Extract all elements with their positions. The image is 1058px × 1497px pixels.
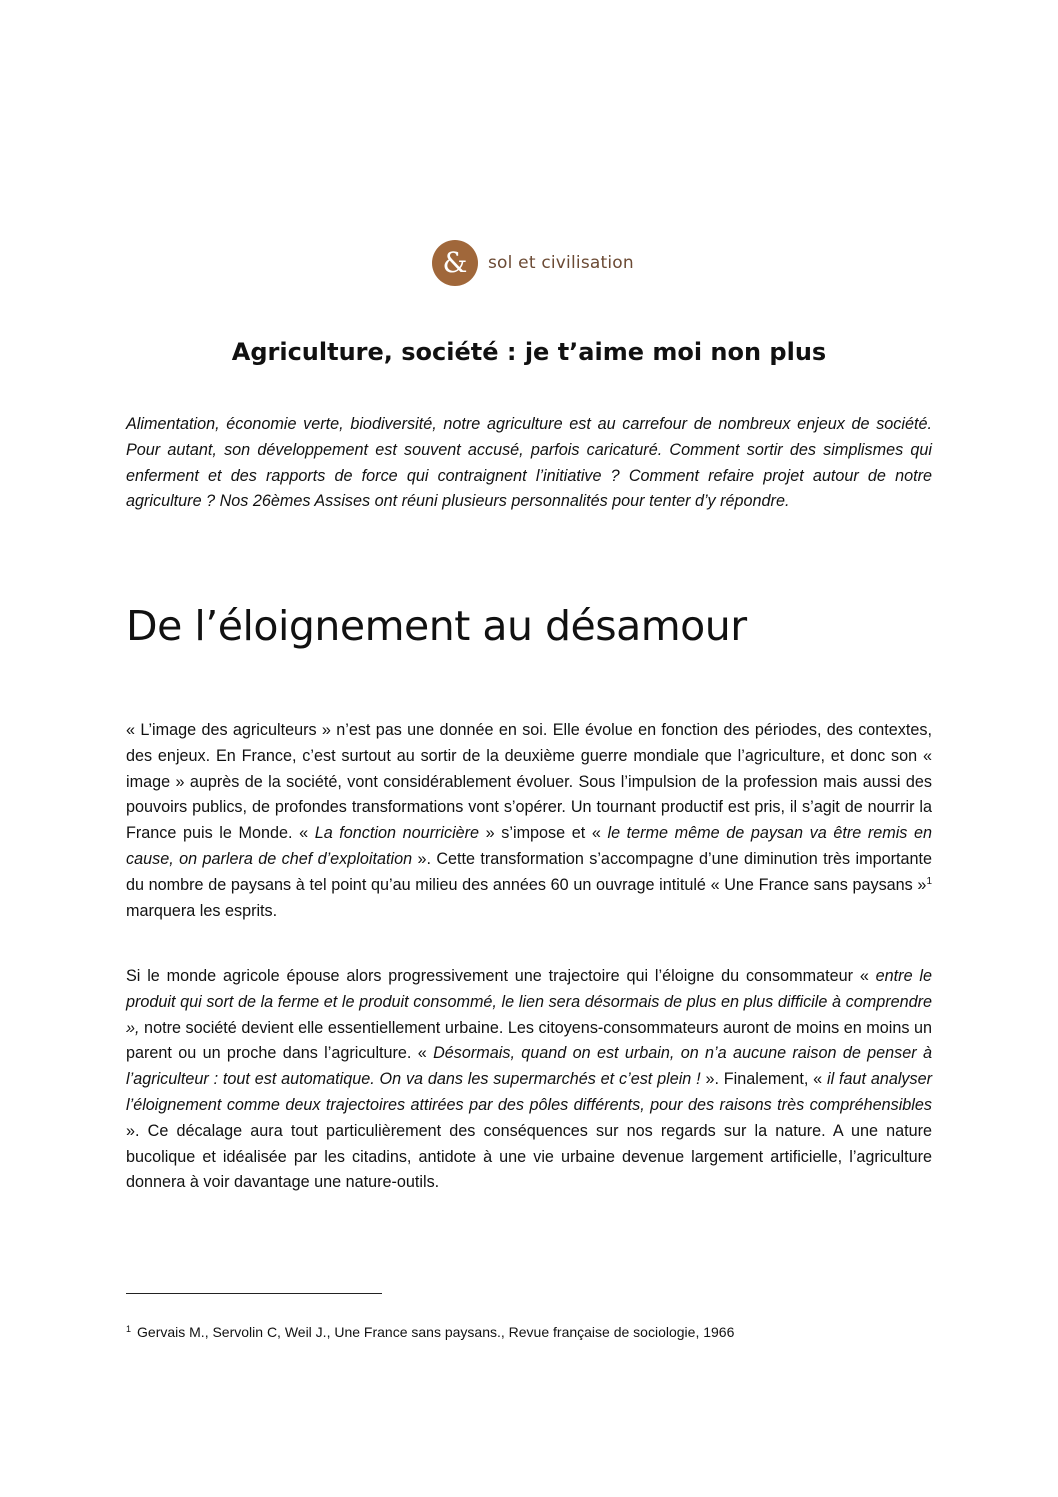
intro-paragraph: Alimentation, économie verte, biodiversité, notre agriculture est au carrefour de nombreux enjeux de société. Pour autant, son développement est souvent accusé, parfois caricaturé. Comment sortir des simplismes qui enferment et des rapports de force qui contraignent l’initiative ? Comment refaire projet autour de notre agriculture ? Nos 26èmes Assises ont réuni plusieurs personnalités pour tenter d’y répondre. [126,415,932,511]
footnote-divider [126,1293,382,1294]
text-run: ». Cette transformation s’accompagne d’une diminution très importante du nombre de paysans à tel point qu’au milieu des années 60 un ouvrage intitulé « Une France sans paysans » [126,849,932,894]
text-run: ». Finalement, « [700,1070,827,1089]
body-paragraph-2 [126,964,932,1196]
logo-mark-icon: & [432,240,478,286]
logo [432,238,634,288]
quote: le terme même de paysan va être remis en cause, on parlera de chef d’exploitation [126,824,932,868]
footnote-number: 1 [126,1324,132,1334]
footnote-text: Gervais M., Servolin C, Weil J., Une France sans paysans., Revue française de sociologie, 1966 [137,1324,735,1340]
text-run: marquera les esprits. [126,901,278,920]
text-run: notre société devient elle essentiellement urbaine. Les citoyens-consommateurs auront de moins en moins un parent ou un proche dans l’agriculture. « [126,1018,932,1063]
quote: Désormais, quand on est urbain, on n’a aucune raison de penser à l’agriculteur : tout est automatique. On va dans les supermarchés et c’est plein ! [126,1044,932,1089]
text-run: Si le monde agricole épouse alors progressivement une trajectoire qui l’éloigne du consommateur « [126,967,876,985]
section-heading: De l’éloignement au désamour [126,602,747,650]
footnote [126,1322,734,1342]
quote: La fonction nourricière [314,824,480,843]
footnote-reference[interactable]: 1 [926,875,932,887]
logo-text: sol et civilisation [488,253,634,273]
body-paragraph-1 [126,718,932,924]
text-run: « L’image des agriculteurs » n’est pas une donnée en soi. Elle évolue en fonction des périodes, des contextes, des enjeux. En France, c’est surtout au sortir de la deuxième guerre mondiale que l’agriculture, et donc son « image » auprès de la société, vont considérablement évoluer. Sous l’impulsion de la profession mais aussi des pouvoirs publics, de profondes transformations vont s’opérer. Un tournant productif est pris, il s’agit de nourrir la France puis le Monde. « [126,721,932,843]
text-run: » s’impose et « [479,824,608,843]
quote: il faut analyser l’éloignement comme deux trajectoires attirées par des pôles différents, pour des raisons très compréhensibles [126,1070,932,1114]
quote: entre le produit qui sort de la ferme et le produit consommé, le lien sera désormais de plus en plus difficile à comprendre », [126,967,932,1037]
document-title: Agriculture, société : je t’aime moi non plus [231,338,827,366]
text-run: ». Ce décalage aura tout particulièrement des conséquences sur nos regards sur la nature. A une nature bucolique et idéalisée par les citadins, antidote à une vie urbaine devenue largement artificielle, l’agriculture donnera à voir davantage une nature-outils. [126,1121,932,1192]
